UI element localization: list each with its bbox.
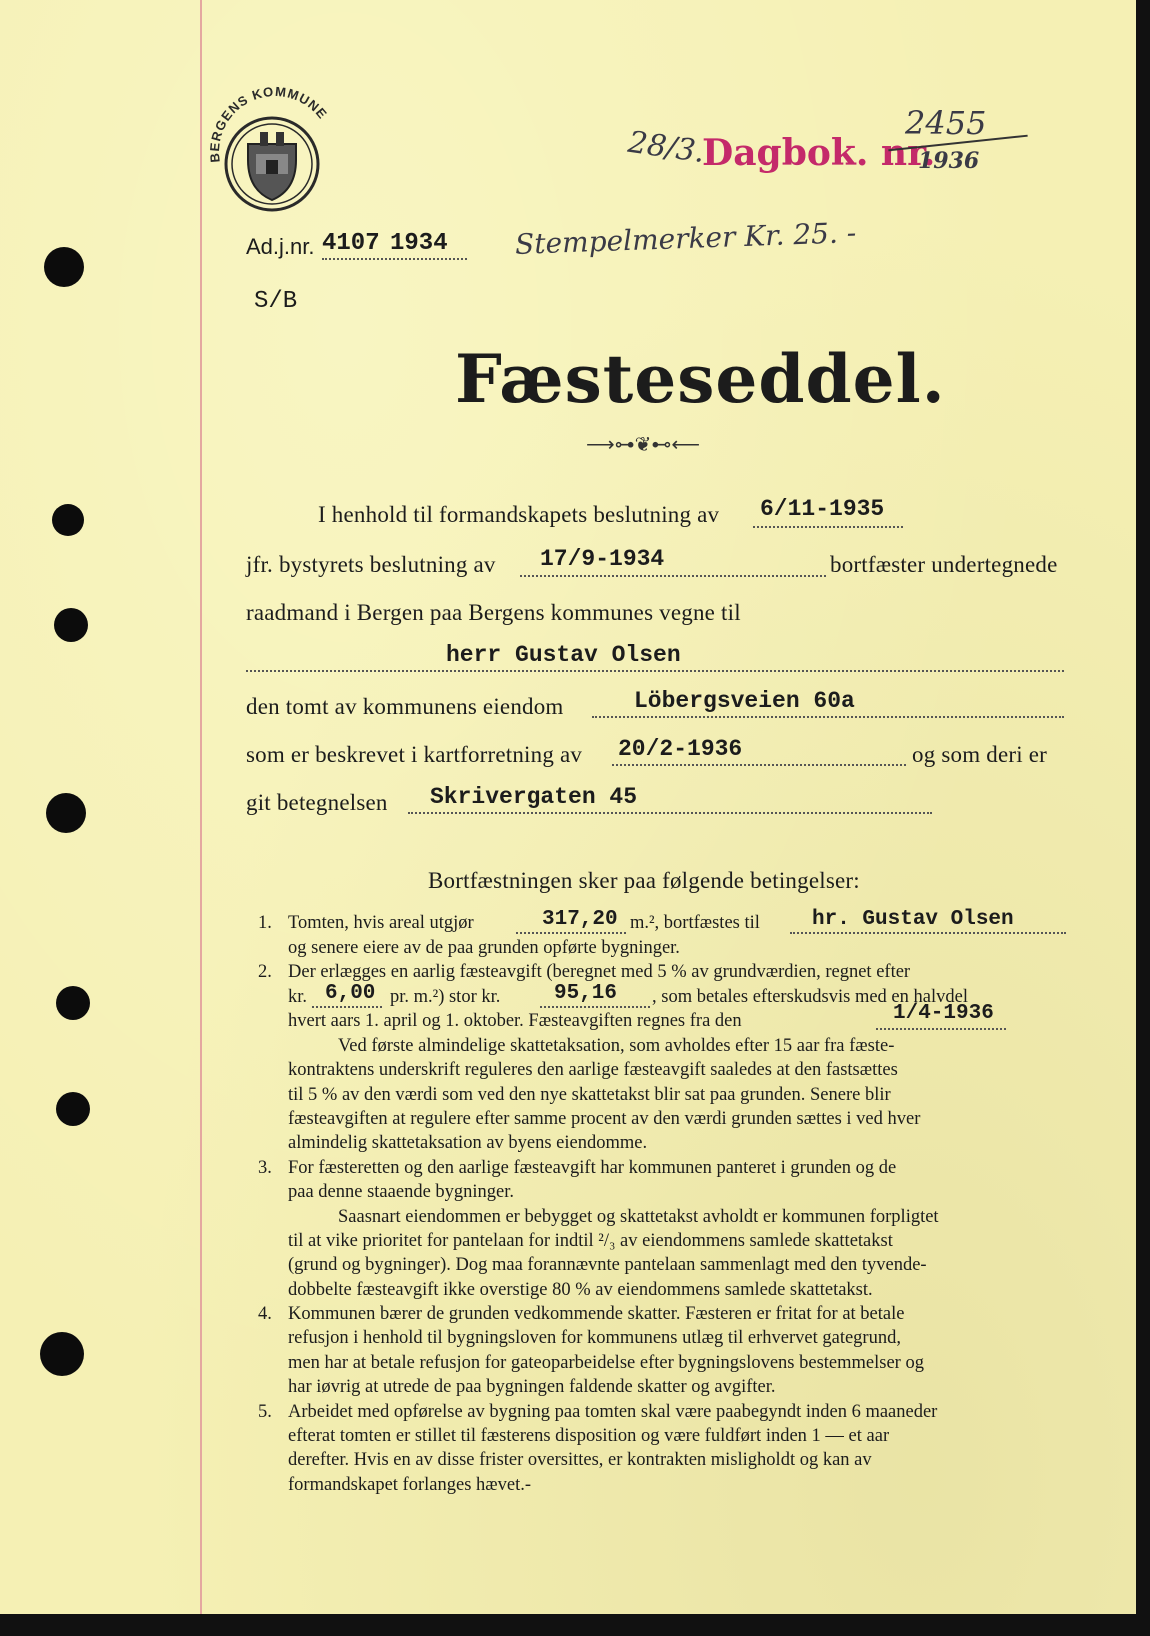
svg-text:BERGENS KOMMUNE: BERGENS KOMMUNE — [206, 83, 331, 164]
ornament-divider: ⟶⊶❦⊷⟵ — [586, 434, 701, 456]
clause-text: til 5 % av den værdi som ved den nye skattetakst blir sat paa grunden. Senere blir — [288, 1085, 891, 1105]
punch-hole — [56, 1092, 90, 1126]
dotted-line — [876, 1028, 1006, 1030]
clause-text: men har at betale refusjon for gateoparbeidelse efter bygningslovens bestemmelser og — [288, 1353, 924, 1373]
dotted-line — [592, 716, 1064, 718]
punch-hole — [44, 247, 84, 287]
punch-hole — [46, 793, 86, 833]
municipal-seal-icon — [200, 82, 350, 212]
initials: S/B — [254, 288, 298, 315]
area-value: 317,20 — [542, 908, 618, 931]
survey-date: 20/2-1936 — [618, 736, 743, 762]
intro-line-7: git betegnelsen — [246, 790, 388, 815]
adj-dotted-line — [322, 258, 467, 260]
clause-text: refusjon i henhold til bygningsloven for kommunens utlæg til erhvervet gategrund, — [288, 1328, 901, 1348]
dotted-line — [408, 812, 932, 814]
clause-number: 2. — [258, 962, 272, 982]
clause-text: Der erlægges en aarlig fæsteavgift (beregnet med 5 % av grundværdien, regnet efter — [288, 962, 911, 982]
lessee-name: hr. Gustav Olsen — [812, 908, 1014, 931]
formandskap-date: 6/11-1935 — [760, 496, 885, 522]
intro-line-1: I henhold til formandskapets beslutning av — [318, 502, 720, 527]
clause-text: til at vike prioritet for pantelaan for indtil ²/₃ av eiendommens samlede skattetakst — [288, 1231, 893, 1251]
dotted-line — [520, 575, 826, 577]
clause-text: fæsteavgiften at regulere efter samme procent av den værdi grunden sættes i ved hver — [288, 1109, 921, 1129]
stamp-date: 28/3. — [625, 124, 707, 171]
adj-label: Ad.j.nr. — [246, 234, 315, 259]
dotted-line — [516, 932, 626, 934]
clause-text: For fæsteretten og den aarlige fæsteavgift har kommunen panteret i grunden og de — [288, 1158, 897, 1178]
stamp-year: 1936 — [918, 148, 980, 174]
intro-line-2: jfr. bystyrets beslutning av — [246, 552, 496, 577]
intro-line-6: som er beskrevet i kartforretning av — [246, 742, 583, 767]
clause-text: paa denne staaende bygninger. — [288, 1182, 515, 1202]
intro-line-2-suffix: bortfæster undertegnede — [830, 552, 1058, 577]
clause-text: Saasnart eiendommen er bebygget og skattetakst avholdt er kommunen forpligtet — [338, 1207, 939, 1227]
clause-text: , som betales efterskudsvis med en halvdel — [652, 987, 968, 1007]
stamp-number: 2455 — [905, 104, 987, 142]
bystyre-date: 17/9-1934 — [540, 546, 665, 572]
clause-text: Kommunen bærer de grunden vedkommende skatter. Fæsteren er fritat for at betale — [288, 1304, 905, 1324]
intro-line-5: den tomt av kommunens eiendom — [246, 694, 564, 719]
start-date: 1/4-1936 — [893, 1002, 994, 1025]
clause-number: 4. — [258, 1304, 272, 1324]
stamp-label: Dagbok. nr. — [702, 132, 936, 174]
clause-text: har iøvrig at utrede de paa bygningen faldende skatter og avgifter. — [288, 1377, 776, 1397]
scan-border — [0, 1614, 1150, 1636]
intro-line-6-suffix: og som deri er — [912, 742, 1048, 767]
dotted-line — [790, 932, 1066, 934]
clause-text: almindelig skattetaksation av byens eiendomme. — [288, 1133, 648, 1153]
fee-amount: 95,16 — [554, 982, 618, 1005]
dotted-line — [753, 526, 903, 528]
clause-text: hvert aars 1. april og 1. oktober. Fæsteavgiften regnes fra den — [288, 1011, 742, 1031]
rate-value: 6,00 — [325, 982, 376, 1005]
adj-year: 1934 — [390, 230, 448, 257]
clause-number: 1. — [258, 913, 272, 933]
adj-number: 4107 — [322, 230, 380, 257]
clause-text: Ved første almindelige skattetaksation, som avholdes efter 15 aar fra fæste- — [338, 1036, 895, 1056]
handwritten-note: Stempelmerker Kr. 25. - — [514, 216, 857, 261]
clause-text: pr. m.²) stor kr. — [390, 987, 501, 1007]
scan-border — [1136, 0, 1150, 1636]
designation: Skrivergaten 45 — [430, 784, 638, 810]
clause-text: m.², bortfæstes til — [630, 913, 760, 933]
dotted-line — [312, 1006, 382, 1008]
punch-hole — [52, 504, 84, 536]
document-title: Fæsteseddel. — [455, 340, 946, 418]
margin-rule — [200, 0, 202, 1614]
intro-line-3: raadmand i Bergen paa Bergens kommunes vegne til — [246, 600, 741, 625]
clause-text: dobbelte fæsteavgift ikke overstige 80 % av eiendommens samlede skattetakst. — [288, 1280, 873, 1300]
clause-number: 5. — [258, 1402, 272, 1422]
clause-text: derefter. Hvis en av disse frister oversittes, er kontrakten misligholdt og kan av — [288, 1450, 872, 1470]
clause-text: Arbeidet med opførelse av bygning paa tomten skal være paabegyndt inden 6 maaneder — [288, 1402, 938, 1422]
punch-hole — [40, 1332, 84, 1376]
dotted-line — [612, 764, 906, 766]
clause-text: og senere eiere av de paa grunden opførte bygninger. — [288, 938, 680, 958]
clause-text: Tomten, hvis areal utgjør — [288, 913, 474, 933]
clause-text: (grund og bygninger). Dog maa forannævnte pantelaan sammenlagt med den tyvende- — [288, 1255, 927, 1275]
dotted-line — [246, 670, 1064, 672]
punch-hole — [56, 986, 90, 1020]
dotted-line — [540, 1006, 650, 1008]
property-name: Löbergsveien 60a — [634, 688, 855, 714]
punch-hole — [54, 608, 88, 642]
clause-text: formandskapet forlanges hævet.- — [288, 1475, 531, 1495]
clause-text: kr. — [288, 987, 308, 1007]
clause-text: kontraktens underskrift reguleres den aarlige fæsteavgift saaledes at den fastsættes — [288, 1060, 898, 1080]
tenant-name: herr Gustav Olsen — [446, 642, 681, 668]
clause-number: 3. — [258, 1158, 272, 1178]
clause-text: efterat tomten er stillet til fæsterens disposition og være fuldført inden 1 — et aar — [288, 1426, 890, 1446]
conditions-heading: Bortfæstningen sker paa følgende betingelser: — [428, 868, 860, 893]
